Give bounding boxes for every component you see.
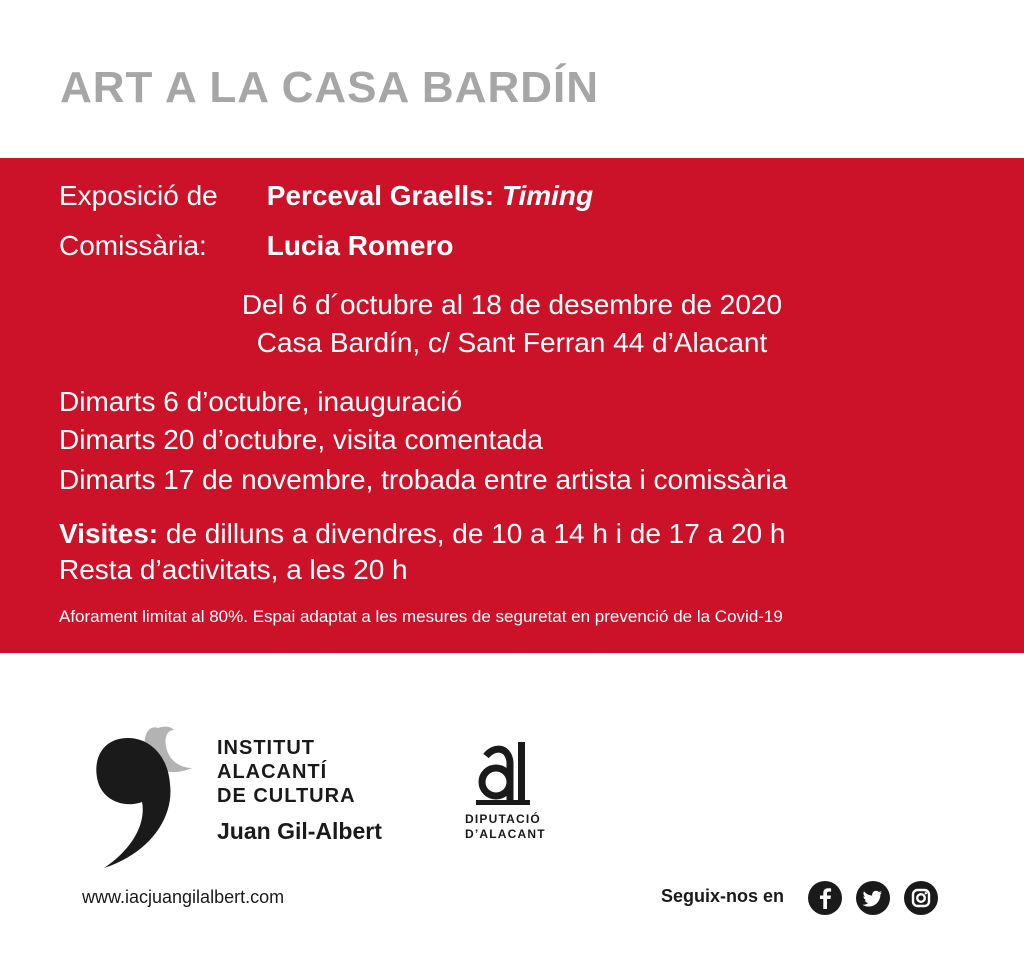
event-item-3: Dimarts 17 de novembre, trobada entre artista i comissària bbox=[59, 464, 788, 495]
follow-label: Seguix-nos en bbox=[661, 886, 785, 906]
visits-row bbox=[59, 517, 785, 551]
other-activities: Resta d’activitats, a les 20 h bbox=[59, 554, 408, 585]
instagram-icon[interactable] bbox=[904, 881, 938, 915]
diputacio-line-1: DIPUTACIÓ bbox=[465, 812, 541, 826]
institute-line-3: DE CULTURA bbox=[217, 785, 356, 807]
diputacio-logo-icon bbox=[472, 738, 536, 808]
curator-name: Lucia Romero bbox=[266, 230, 454, 261]
capacity-note: Aforament limitat al 80%. Espai adaptat a les mesures de seguretat en prevenció de la Covid-19 bbox=[59, 607, 783, 626]
event-item-1: Dimarts 6 d’octubre, inauguració bbox=[59, 386, 463, 417]
website-link[interactable]: www.iacjuangilalbert.com bbox=[82, 887, 285, 907]
institute-text bbox=[217, 736, 382, 845]
artist-name: Perceval Graells: bbox=[266, 180, 495, 211]
curator-label: Comissària: bbox=[59, 230, 207, 261]
visits-label: Visites: bbox=[59, 518, 159, 549]
exhibition-row bbox=[59, 179, 593, 213]
iac-logo-icon bbox=[88, 712, 208, 872]
page-title: ART A LA CASA BARDÍN bbox=[60, 63, 599, 112]
info-band bbox=[0, 158, 1024, 653]
institute-line-2: ALACANTÍ bbox=[217, 761, 328, 783]
diputacio-text bbox=[465, 812, 546, 842]
date-range: Del 6 d´octubre al 18 de desembre de 2020 bbox=[241, 289, 783, 320]
visits-hours: de dilluns a divendres, de 10 a 14 h i de 17 a 20 h bbox=[165, 518, 786, 549]
work-title: Timing bbox=[501, 180, 594, 211]
event-item-2: Dimarts 20 d’octubre, visita comentada bbox=[59, 424, 543, 455]
diputacio-line-2: D’ALACANT bbox=[465, 827, 546, 841]
twitter-icon[interactable] bbox=[856, 881, 890, 915]
venue-address: Casa Bardín, c/ Sant Ferran 44 d’Alacant bbox=[256, 327, 768, 358]
facebook-icon[interactable] bbox=[808, 881, 842, 915]
curator-row bbox=[59, 229, 453, 263]
exhibition-label: Exposició de bbox=[59, 180, 218, 211]
institute-line-1: INSTITUT bbox=[217, 737, 315, 759]
institute-name: Juan Gil-Albert bbox=[217, 818, 382, 844]
